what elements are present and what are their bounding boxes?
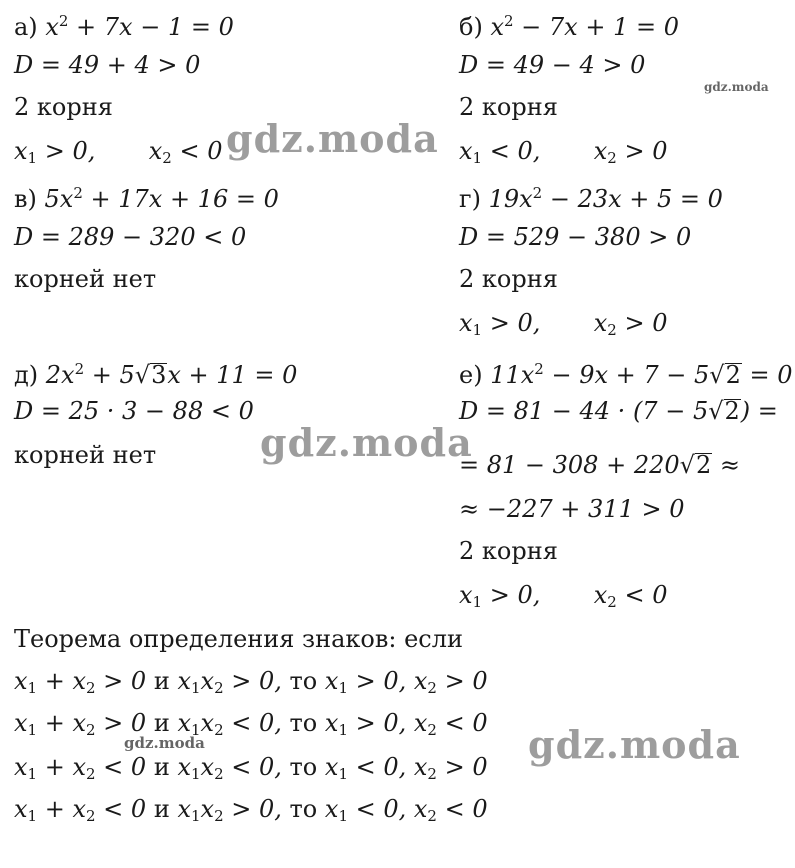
theorem-row-2: $x_1 + x_2 > 0$ и $x_1x_2 < 0$, то $x_1 > 0$, $x_2 < 0$ <box>14 709 488 739</box>
problem-g-equation: г) $19x^2 - 23x + 5 = 0$ <box>459 184 723 213</box>
problem-e-result: 2 корня <box>459 537 558 565</box>
problem-g-roots: $x_1 > 0$, $x_2 > 0$ <box>459 309 668 339</box>
problem-e-discriminant: D = 81 − 44 · (7 − 5√2) = <box>459 397 778 425</box>
watermark-logo: gdz.moda <box>528 722 741 767</box>
problem-a-equation: а) $x^2 + 7x - 1 = 0$ <box>14 12 234 41</box>
watermark-logo: gdz.moda <box>260 420 473 465</box>
problem-a-discriminant: D = 49 + 4 > 0 <box>14 51 201 79</box>
problem-v-discriminant: D = 289 − 320 < 0 <box>14 223 247 251</box>
watermark-logo-small: gdz.moda <box>704 80 769 94</box>
problem-e-roots: $x_1 > 0$, $x_2 < 0$ <box>459 581 668 611</box>
theorem-row-4: $x_1 + x_2 < 0$ и $x_1x_2 > 0$, то $x_1 < 0$, $x_2 < 0$ <box>14 795 488 825</box>
watermark-logo-small: gdz.moda <box>124 734 205 752</box>
problem-b-equation: б) $x^2 - 7x + 1 = 0$ <box>459 12 679 41</box>
problem-g-discriminant: D = 529 − 380 > 0 <box>459 223 692 251</box>
problem-d-result: корней нет <box>14 441 157 469</box>
problem-b-result: 2 корня <box>459 93 558 121</box>
theorem-row-1: $x_1 + x_2 > 0$ и $x_1x_2 > 0$, то $x_1 > 0$, $x_2 > 0$ <box>14 667 488 697</box>
watermark-logo: gdz.moda <box>226 116 439 161</box>
theorem-title: Теорема определения знаков: если <box>14 625 463 653</box>
problem-a-result: 2 корня <box>14 93 113 121</box>
problem-d-equation: д) $2x^2 + 5√3x + 11 = 0$ <box>14 360 298 389</box>
problem-v-equation: в) $5x^2 + 17x + 16 = 0$ <box>14 184 279 213</box>
problem-b-discriminant: D = 49 − 4 > 0 <box>459 51 646 79</box>
problem-d-discriminant: D = 25 · 3 − 88 < 0 <box>14 397 254 425</box>
problem-g-result: 2 корня <box>459 265 558 293</box>
problem-e-equation: е) $11x^2 - 9x + 7 - 5√2 = 0$ <box>459 360 793 389</box>
problem-b-roots: $x_1 < 0$, $x_2 > 0$ <box>459 137 668 167</box>
problem-e-discriminant-3: ≈ −227 + 311 > 0 <box>459 495 685 523</box>
theorem-row-3: $x_1 + x_2 < 0$ и $x_1x_2 < 0$, то $x_1 < 0$, $x_2 > 0$ <box>14 753 488 783</box>
problem-a-roots: $x_1 > 0$, $x_2 < 0$ <box>14 137 223 167</box>
problem-e-discriminant-2: = 81 − 308 + 220√2 ≈ <box>459 451 740 479</box>
problem-v-result: корней нет <box>14 265 157 293</box>
